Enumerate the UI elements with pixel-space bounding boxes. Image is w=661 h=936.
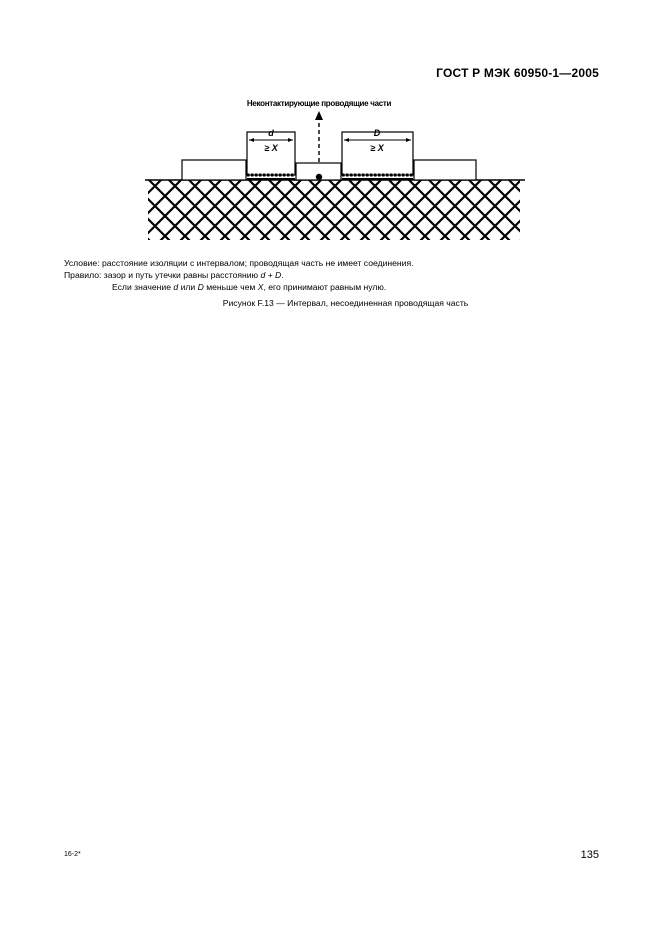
rule-text: зазор и путь утечки равны расстоянию — [103, 270, 259, 280]
arrow-right-icon — [406, 138, 411, 142]
rule-label: Правило: — [64, 270, 102, 280]
document-header: ГОСТ Р МЭК 60950-1—2005 — [436, 66, 599, 80]
condition-label: Условие: — [64, 258, 100, 268]
condition-text: расстояние изоляции с интервалом; проводящая часть не имеет соединения. — [102, 258, 414, 268]
arrow-head-icon — [315, 111, 323, 120]
ge-x-right: ≥ X — [370, 143, 384, 153]
note2-X: X — [257, 282, 264, 292]
note2-D: D — [197, 282, 204, 292]
note-condition — [64, 257, 604, 269]
substrate-hatch — [148, 180, 520, 240]
conductor-right — [414, 160, 476, 180]
footer-sheet-mark: 16-2* — [64, 851, 81, 858]
note2-suffix: , его принимают равным нулю. — [263, 282, 387, 292]
page-number: 135 — [580, 849, 599, 861]
dim-label-d: d — [268, 128, 274, 138]
note-rule — [64, 269, 604, 281]
arrow-left-icon — [249, 138, 254, 142]
note2-or: или — [180, 282, 196, 292]
figure-caption: Рисунок F.13 — Интервал, несоединенная проводящая часть — [222, 298, 469, 308]
note2-d: d — [173, 282, 179, 292]
note2-prefix: Если значение — [112, 282, 171, 292]
contact-dot-icon — [316, 174, 322, 180]
dim-label-D: D — [373, 128, 381, 138]
rule-end: . — [281, 270, 284, 280]
arrow-left-icon — [344, 138, 349, 142]
note2-mid: меньше чем — [206, 282, 256, 292]
conductor-left — [182, 160, 246, 180]
diagram-svg — [145, 96, 525, 246]
dimension-box-D — [342, 132, 413, 175]
note-zero-rule — [64, 281, 604, 293]
label-nonconnected-parts: Неконтактирующие проводящие части — [246, 99, 392, 108]
rule-formula: d + D — [260, 270, 282, 280]
figure-notes — [64, 257, 604, 293]
ge-x-left: ≥ X — [264, 143, 278, 153]
figure-diagram — [145, 96, 525, 246]
dimension-box-d — [247, 132, 295, 175]
arrow-right-icon — [288, 138, 293, 142]
